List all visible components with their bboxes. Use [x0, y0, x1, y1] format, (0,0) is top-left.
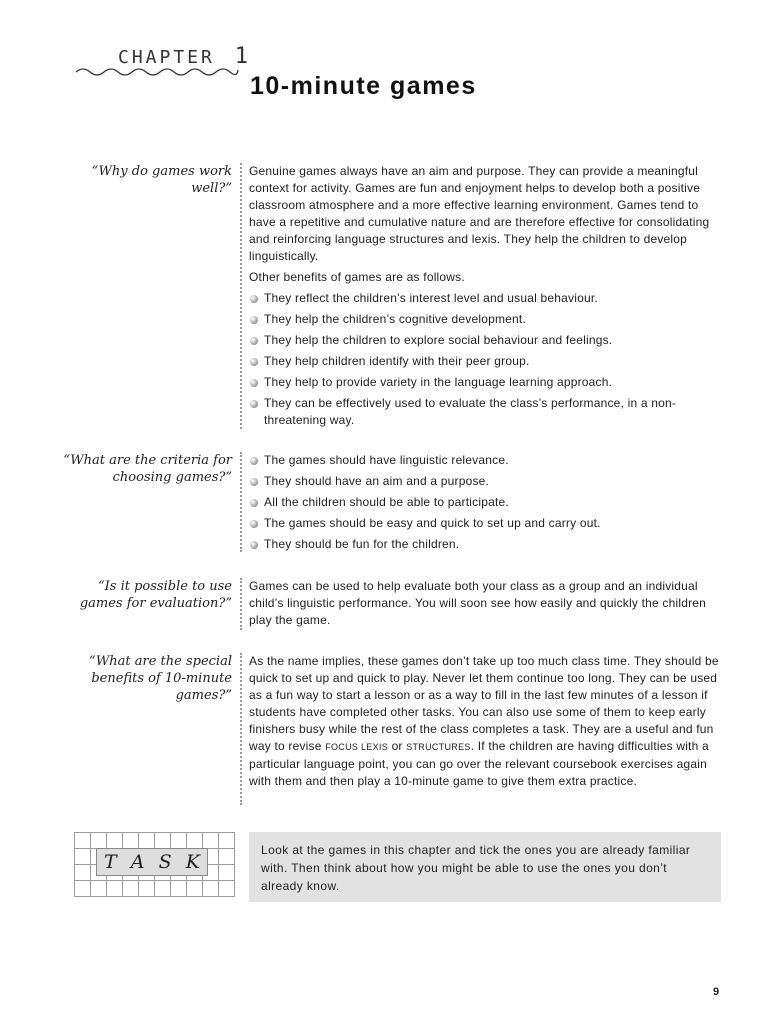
list-item: They help children identify with their peer group.: [249, 353, 723, 370]
term-focus-lexis: FOCUS LEXIS: [325, 742, 389, 752]
task-label: [96, 848, 208, 876]
section-special-benefits: [249, 653, 723, 794]
list-item: The games should have linguistic relevance.: [249, 452, 723, 469]
paragraph-text: . If the children are having difficulties with a particular language point, you can go over the relevant coursebook exercises again with them and then play a 10-minute game to give them extra practice.: [249, 739, 709, 788]
paragraph: Other benefits of games are as follows.: [249, 270, 465, 284]
list-item: They help to provide variety in the language learning approach.: [249, 374, 723, 391]
list-item: All the children should be able to participate.: [249, 494, 723, 511]
question-evaluation: “Is it possible to use games for evaluation?”: [79, 579, 232, 611]
question-criteria: “What are the criteria for choosing games?”: [63, 453, 232, 485]
chapter-number: 1: [234, 44, 251, 69]
section-why-games: [249, 163, 723, 433]
dotted-divider: [240, 578, 242, 630]
list-item: They can be effectively used to evaluate the class’s performance, in a non-threatening way.: [249, 395, 723, 429]
list-item: They help the children to explore social behaviour and feelings.: [249, 332, 723, 349]
task-letter: T: [104, 851, 117, 873]
question-why-games: “Why do games work well?”: [91, 164, 232, 196]
dotted-divider: [240, 653, 242, 805]
list-item: They reflect the children’s interest level and usual behaviour.: [249, 290, 723, 307]
paragraph: Games can be used to help evaluate both your class as a group and an individual child’s linguistic performance. You will soon see how easily and quickly the children play the game.: [249, 579, 707, 627]
benefits-list: [249, 290, 723, 429]
section-evaluation: [249, 578, 723, 633]
page-title: 10-minute games: [250, 72, 477, 100]
wavy-underline: [74, 64, 240, 78]
task-box: Look at the games in this chapter and tick the ones you are already familiar with. Then think about how you might be able to use the ones you don’t already know.: [249, 832, 721, 902]
paragraph: [249, 653, 723, 790]
paragraph-text: As the name implies, these games don’t take up too much class time. They should be quick to set up and quick to play. Never let them continue too long. They can be used as a fun way to start a lesson or as a way to fill in the last few minutes of a lesson if students have completed other tasks. You can also use some of them to keep early finishers busy while the rest of the class completes a task. They are a useful and fun way to revise: [249, 654, 719, 753]
term-structures: STRUCTURES: [406, 742, 471, 752]
task-letter: S: [158, 851, 172, 873]
list-item: They should be fun for the children.: [249, 536, 723, 553]
question-special-benefits: “What are the special benefits of 10-minute games?”: [88, 654, 232, 703]
section-criteria: [249, 452, 723, 557]
word-or: or: [391, 739, 403, 753]
task-letter: A: [130, 851, 145, 873]
list-item: They should have an aim and a purpose.: [249, 473, 723, 490]
dotted-divider: [240, 163, 242, 429]
list-item: The games should be easy and quick to set up and carry out.: [249, 515, 723, 532]
page-number: 9: [713, 986, 720, 998]
list-item: They help the children’s cognitive development.: [249, 311, 723, 328]
criteria-list: [249, 452, 723, 553]
dotted-divider: [240, 452, 242, 552]
task-letter: K: [185, 851, 200, 873]
chapter-label-text: CHAPTER: [118, 47, 215, 68]
paragraph: Genuine games always have an aim and purpose. They can provide a meaningful context for activity. Games are fun and enjoyment helps to develop both a positive classroom atmosphere and a more effective learning environment. Games tend to have a repetitive and cumulative nature and are therefore effective for consolidating and reinforcing language structures and lexis. They help the children to develop linguistically.: [249, 164, 710, 263]
